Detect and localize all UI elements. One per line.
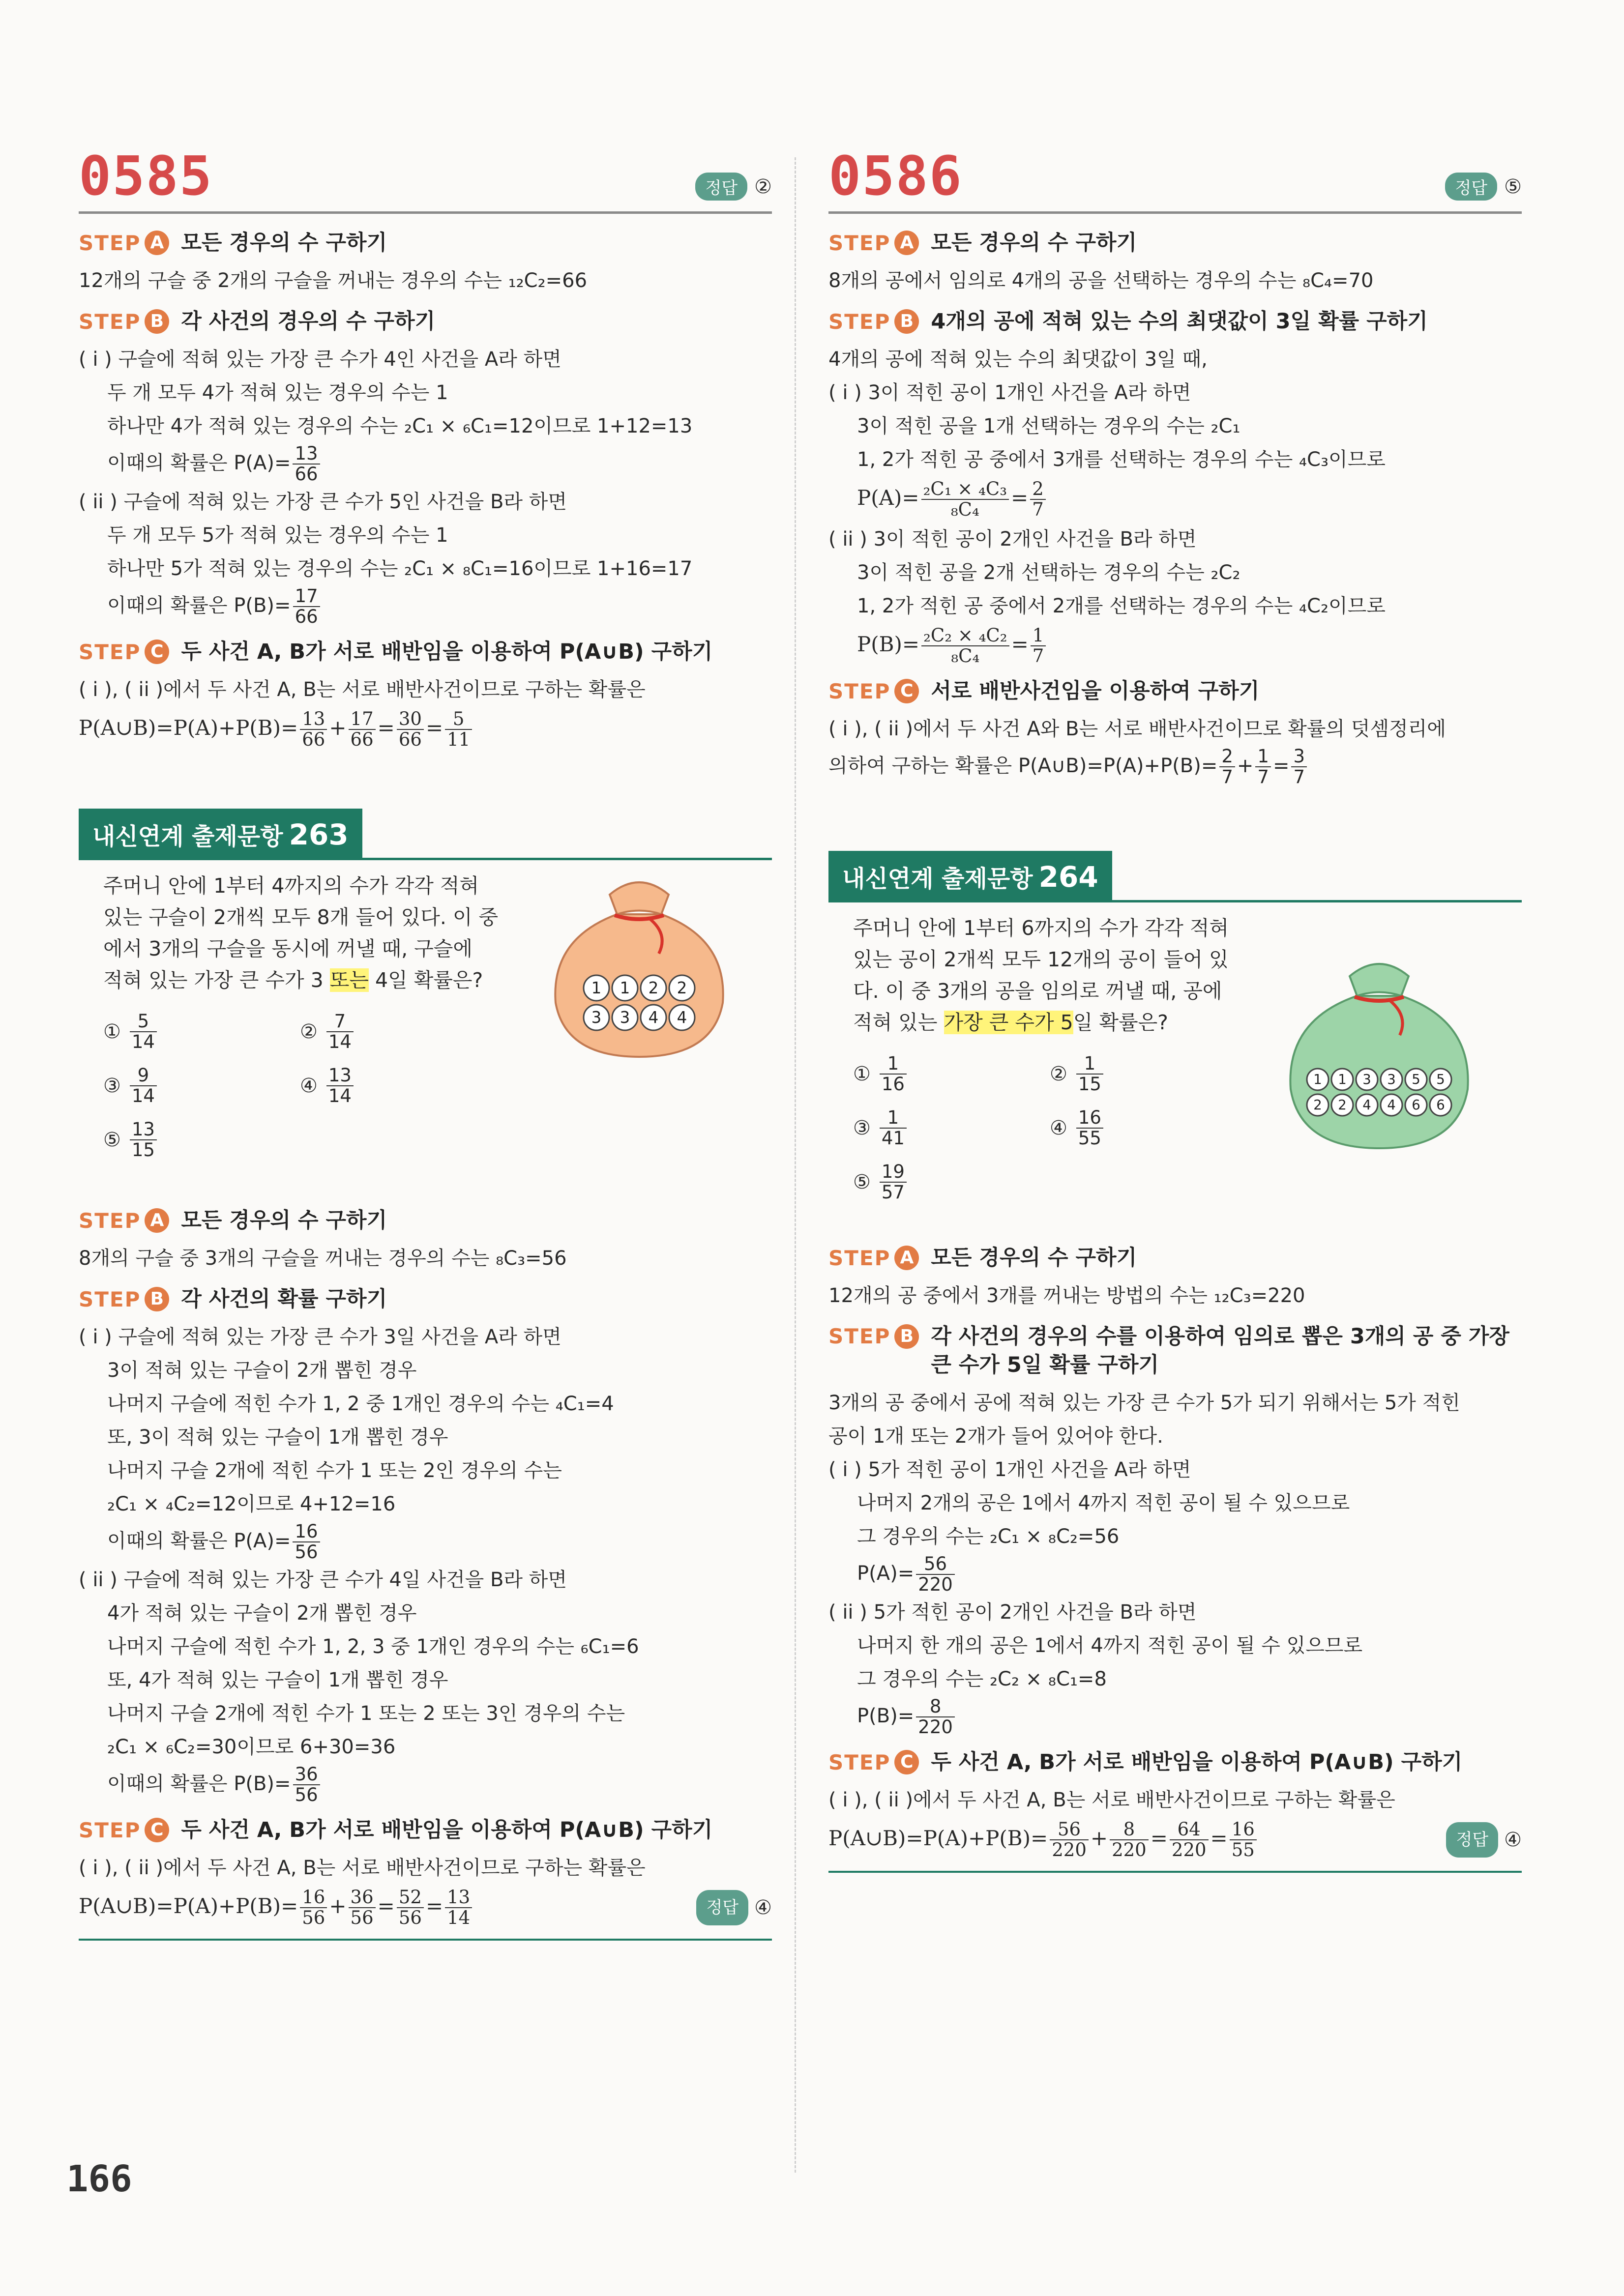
step-a: STEP A 모든 경우의 수 구하기 — [828, 1244, 1522, 1272]
solution-line: ₂C₁ × ₄C₂=12이므로 4+12=16 — [107, 1493, 396, 1515]
step-title: 모든 경우의 수 구하기 — [181, 1208, 387, 1233]
box-title: 내신연계 출제문항 264 — [828, 851, 1112, 900]
probability-line: 이때의 확률은 P(B)= $\frac{17}{66}$ — [79, 586, 772, 627]
ball-label: 2 — [1338, 1097, 1347, 1113]
final-equation: P(A∪B)=P(A)+P(B)= $\frac{16}{56}$ + $\frac{36}{56}$ = $\frac{52}{56}$ = $\frac{13}{14}$ 정답 ④ — [79, 1887, 772, 1928]
step-title: 서로 배반사건임을 이용하여 구하기 — [931, 679, 1260, 703]
choice-2[interactable]: ② $\frac{1}{15}$ — [1050, 1047, 1246, 1101]
ball-label: 2 — [1313, 1097, 1322, 1113]
solution-line: 두 개 모두 5가 적혀 있는 경우의 수는 1 — [107, 524, 448, 547]
solution-line: 나머지 구슬에 적힌 수가 1, 2 중 1개인 경우의 수는 ₄C₁=4 — [107, 1393, 614, 1415]
solution-line: 하나만 5가 적혀 있는 경우의 수는 ₂C₁ × ₈C₁=16이므로 1+16=17 — [107, 557, 693, 580]
problem-number: 0585 — [79, 145, 213, 207]
answer-value: ② — [754, 175, 772, 198]
answer-tag: 정답 ④ — [696, 1890, 772, 1925]
solution-line: ( i ), ( ii )에서 두 사건 A와 B는 서로 배반사건이므로 확률의 덧셈정리에 — [828, 718, 1446, 740]
ball-label: 1 — [1313, 1072, 1322, 1088]
answer-label: 정답 — [695, 173, 747, 201]
section-rule — [79, 1939, 772, 1941]
step-c: STEP C 두 사건 A, B가 서로 배반임을 이용하여 P(A∪B) 구하기 — [79, 1816, 772, 1844]
choice-3[interactable]: ③ $\frac{9}{14}$ — [103, 1059, 300, 1113]
left-column — [79, 147, 772, 1941]
problem-text: 주머니 안에 1부터 4까지의 수가 각각 적혀 있는 구슬이 2개씩 모두 8개 들어 있다. 이 중 에서 3개의 구슬을 동시에 꺼낼 때, 구슬에 적혀 있는 가장 큰 수가 3 또는 4일 확률은? — [103, 874, 499, 992]
ball-label: 3 — [591, 1008, 602, 1027]
solution-line: ( ii ) 5가 적힌 공이 2개인 사건을 B라 하면 — [828, 1601, 1197, 1624]
problem-header-0585 — [79, 147, 772, 214]
step-a: STEP A 모든 경우의 수 구하기 — [79, 229, 772, 257]
solution-line: 하나만 4가 적혀 있는 경우의 수는 ₂C₁ × ₆C₁=12이므로 1+12=13 — [107, 415, 693, 437]
solution-line: 8개의 공에서 임의로 4개의 공을 선택하는 경우의 수는 ₈C₄=70 — [828, 269, 1374, 292]
step-c: STEP C 두 사건 A, B가 서로 배반임을 이용하여 P(A∪B) 구하기 — [79, 638, 772, 666]
solution-line: ( ii ) 구슬에 적혀 있는 가장 큰 수가 4일 사건을 B라 하면 — [79, 1569, 567, 1591]
ball-label: 4 — [1387, 1097, 1396, 1113]
solution-line: 3이 적혀 있는 구슬이 2개 뽑힌 경우 — [107, 1359, 417, 1382]
step-title: 두 사건 A, B가 서로 배반임을 이용하여 P(A∪B) 구하기 — [931, 1750, 1463, 1774]
ball-label: 6 — [1412, 1097, 1420, 1113]
step-title: 모든 경우의 수 구하기 — [931, 1246, 1137, 1270]
solution-line: ₂C₁ × ₆C₂=30이므로 6+30=36 — [107, 1736, 396, 1758]
solution-line: 나머지 한 개의 공은 1에서 4까지 적힌 공이 될 수 있으므로 — [857, 1634, 1363, 1657]
solution-line: 공이 1개 또는 2개가 들어 있어야 한다. — [828, 1425, 1163, 1448]
final-equation: 의하여 구하는 확률은 P(A∪B)=P(A)+P(B)= $\frac{2}{7}$ + $\frac{1}{7}$ = $\frac{3}{7}$ — [828, 747, 1522, 787]
box-264-solution — [828, 1244, 1522, 1873]
step-a: STEP A 모든 경우의 수 구하기 — [79, 1206, 772, 1235]
solution-line: ( i ) 구슬에 적혀 있는 가장 큰 수가 4인 사건을 A라 하면 — [79, 348, 561, 371]
ball-label: 3 — [1362, 1072, 1371, 1088]
ball-label: 5 — [1412, 1072, 1420, 1088]
ball-label: 4 — [1362, 1097, 1371, 1113]
ball-label: 3 — [620, 1008, 630, 1027]
step-c: STEP C 두 사건 A, B가 서로 배반임을 이용하여 P(A∪B) 구하기 — [828, 1748, 1522, 1776]
solution-line: 4개의 공에 적혀 있는 수의 최댓값이 3일 때, — [828, 348, 1208, 371]
probability-line: 이때의 확률은 P(A)= $\frac{16}{56}$ — [79, 1522, 772, 1562]
page-number: 166 — [66, 2158, 132, 2200]
column-divider — [795, 157, 796, 2173]
ball-label: 2 — [677, 978, 687, 997]
probability-line: P(B)= $\frac{8}{220}$ — [828, 1697, 1522, 1737]
probability-line: P(A)= $\frac{\text{₂C₁ × ₄C₃}}{\text{₈C₄}}$ = $\frac{2}{7}$ — [828, 479, 1522, 520]
step-b: STEP B 각 사건의 확률 구하기 — [79, 1285, 772, 1313]
step-c: STEP C 서로 배반사건임을 이용하여 구하기 — [828, 677, 1522, 705]
solution-line: 그 경우의 수는 ₂C₂ × ₈C₁=8 — [857, 1668, 1107, 1690]
solution-line: 그 경우의 수는 ₂C₁ × ₈C₂=56 — [857, 1525, 1120, 1548]
step-title: 두 사건 A, B가 서로 배반임을 이용하여 P(A∪B) 구하기 — [181, 639, 713, 664]
step-title: 두 사건 A, B가 서로 배반임을 이용하여 P(A∪B) 구하기 — [181, 1818, 713, 1842]
highlight: 가장 큰 수가 5 — [944, 1011, 1073, 1034]
choice-1[interactable]: ① $\frac{5}{14}$ — [103, 1005, 300, 1059]
final-equation: P(A∪B)=P(A)+P(B)= $\frac{56}{220}$ + $\frac{8}{220}$ = $\frac{64}{220}$ = $\frac{16}{55}$ 정답 ④ — [828, 1819, 1522, 1860]
answer-label: 정답 — [1445, 173, 1497, 201]
solution-line: 4가 적혀 있는 구슬이 2개 뽑힌 경우 — [107, 1602, 417, 1625]
problem-header-0586 — [828, 147, 1522, 214]
ball-label: 4 — [648, 1008, 659, 1027]
solution-line: 12개의 공 중에서 3개를 꺼내는 방법의 수는 ₁₂C₃=220 — [828, 1284, 1305, 1307]
probability-line: P(A)= $\frac{56}{220}$ — [828, 1554, 1522, 1595]
step-title: 4개의 공에 적혀 있는 수의 최댓값이 3일 확률 구하기 — [931, 309, 1428, 334]
choice-5[interactable]: ⑤ $\frac{19}{57}$ — [853, 1155, 1050, 1209]
probability-line: 이때의 확률은 P(A)= $\frac{13}{66}$ — [79, 444, 772, 484]
solution-line: ( ii ) 구슬에 적혀 있는 가장 큰 수가 5인 사건을 B라 하면 — [79, 491, 567, 513]
solution-line: 또, 3이 적혀 있는 구슬이 1개 뽑힌 경우 — [107, 1426, 448, 1449]
step-title-cont: 큰 수가 5일 확률 구하기 — [931, 1353, 1159, 1377]
solution-line: 3개의 공 중에서 공에 적혀 있는 가장 큰 수가 5가 되기 위해서는 5가 적힌 — [828, 1392, 1460, 1414]
step-b: STEP B 4개의 공에 적혀 있는 수의 최댓값이 3일 확률 구하기 — [828, 307, 1522, 336]
step-b: STEP B 각 사건의 경우의 수를 이용하여 임의로 뽑은 3개의 공 중 가장 큰 수가 5일 확률 구하기 — [828, 1322, 1522, 1379]
step-title: 각 사건의 경우의 수를 이용하여 임의로 뽑은 3개의 공 중 가장 — [931, 1324, 1509, 1349]
choice-4[interactable]: ④ $\frac{13}{14}$ — [300, 1059, 497, 1113]
right-column — [828, 147, 1522, 1873]
solution-line: 3이 적힌 공을 1개 선택하는 경우의 수는 ₂C₁ — [857, 415, 1240, 437]
answer-value: ⑤ — [1504, 175, 1522, 198]
ball-label: 4 — [677, 1008, 687, 1027]
step-a: STEP A 모든 경우의 수 구하기 — [828, 229, 1522, 257]
ball-label: 5 — [1436, 1072, 1445, 1088]
ball-label: 3 — [1387, 1072, 1396, 1088]
choice-4[interactable]: ④ $\frac{16}{55}$ — [1050, 1101, 1246, 1155]
probability-line: 이때의 확률은 P(B)= $\frac{36}{56}$ — [79, 1765, 772, 1805]
ball-label: 1 — [591, 978, 602, 997]
solution-line: ( ii ) 3이 적힌 공이 2개인 사건을 B라 하면 — [828, 528, 1197, 551]
marble-bag-illustration — [536, 860, 742, 1067]
step-title: 모든 경우의 수 구하기 — [931, 231, 1137, 255]
solution-line: 1, 2가 적힌 공 중에서 3개를 선택하는 경우의 수는 ₄C₃이므로 — [857, 448, 1386, 471]
solution-line: ( i ) 5가 적힌 공이 1개인 사건을 A라 하면 — [828, 1458, 1191, 1481]
ball-label: 2 — [648, 978, 659, 997]
box-title: 내신연계 출제문항 263 — [79, 809, 362, 858]
section-rule — [828, 1871, 1522, 1873]
probability-line: P(B)= $\frac{\text{₂C₂ × ₄C₂}}{\text{₈C₄}}$ = $\frac{1}{7}$ — [828, 626, 1522, 666]
solution-line: 나머지 구슬에 적힌 수가 1, 2, 3 중 1개인 경우의 수는 ₆C₁=6 — [107, 1635, 639, 1658]
solution-line: ( i ) 3이 적힌 공이 1개인 사건을 A라 하면 — [828, 381, 1191, 404]
ball-label: 6 — [1436, 1097, 1445, 1113]
related-problem-box-263 — [79, 809, 772, 1167]
step-title: 각 사건의 경우의 수 구하기 — [181, 309, 436, 334]
highlight: 또는 — [329, 968, 369, 992]
problem-number: 0586 — [828, 145, 963, 207]
solution-line: 나머지 구슬 2개에 적힌 수가 1 또는 2인 경우의 수는 — [107, 1459, 562, 1482]
solution-line: ( i ) 구슬에 적혀 있는 가장 큰 수가 3일 사건을 A라 하면 — [79, 1326, 561, 1348]
solution-line: 3이 적힌 공을 2개 선택하는 경우의 수는 ₂C₂ — [857, 561, 1240, 584]
choice-1[interactable]: ① $\frac{1}{16}$ — [853, 1047, 1050, 1101]
problem-text: 주머니 안에 1부터 6까지의 수가 각각 적혀 있는 공이 2개씩 모두 12개의 공이 들어 있 다. 이 중 3개의 공을 임의로 꺼낼 때, 공에 적혀 있는 가장 큰 수가 5일 확률은? — [853, 916, 1229, 1034]
box-263-solution — [79, 1206, 772, 1941]
solution-line: 1, 2가 적힌 공 중에서 2개를 선택하는 경우의 수는 ₄C₂이므로 — [857, 595, 1386, 617]
answer-tag — [695, 173, 772, 201]
related-problem-box-264 — [828, 851, 1522, 1209]
step-b: STEP B 각 사건의 경우의 수 구하기 — [79, 307, 772, 336]
solution-line: 나머지 구슬 2개에 적힌 수가 1 또는 2 또는 3인 경우의 수는 — [107, 1702, 625, 1725]
answer-tag: 정답 ④ — [1446, 1822, 1522, 1858]
final-equation: P(A∪B)=P(A)+P(B)= $\frac{13}{66}$ + $\frac{17}{66}$ = $\frac{30}{66}$ = $\frac{5}{11}$ — [79, 709, 772, 750]
solution-line: ( i ), ( ii )에서 두 사건 A, B는 서로 배반사건이므로 구하는 확률은 — [79, 678, 646, 701]
choice-2[interactable]: ② $\frac{7}{14}$ — [300, 1005, 497, 1059]
ball-label: 1 — [1338, 1072, 1347, 1088]
step-title: 모든 경우의 수 구하기 — [181, 231, 387, 255]
step-title: 각 사건의 확률 구하기 — [181, 1287, 387, 1311]
solution-line: 8개의 구슬 중 3개의 구슬을 꺼내는 경우의 수는 ₈C₃=56 — [79, 1247, 567, 1270]
choice-3[interactable]: ③ $\frac{1}{41}$ — [853, 1101, 1050, 1155]
choice-5[interactable]: ⑤ $\frac{13}{15}$ — [103, 1113, 300, 1167]
solution-line: 또, 4가 적혀 있는 구슬이 1개 뽑힌 경우 — [107, 1669, 448, 1691]
ball-label: 1 — [620, 978, 630, 997]
solution-line: ( i ), ( ii )에서 두 사건 A, B는 서로 배반사건이므로 구하는 확률은 — [828, 1789, 1395, 1811]
answer-tag — [1445, 173, 1522, 201]
solution-line: 두 개 모두 4가 적혀 있는 경우의 수는 1 — [107, 381, 448, 404]
solution-line: 나머지 2개의 공은 1에서 4까지 적힌 공이 될 수 있으므로 — [857, 1492, 1350, 1514]
ball-bag-illustration — [1271, 942, 1487, 1158]
solution-line: ( i ), ( ii )에서 두 사건 A, B는 서로 배반사건이므로 구하는 확률은 — [79, 1857, 646, 1879]
solution-line: 12개의 구슬 중 2개의 구슬을 꺼내는 경우의 수는 ₁₂C₂=66 — [79, 269, 588, 292]
